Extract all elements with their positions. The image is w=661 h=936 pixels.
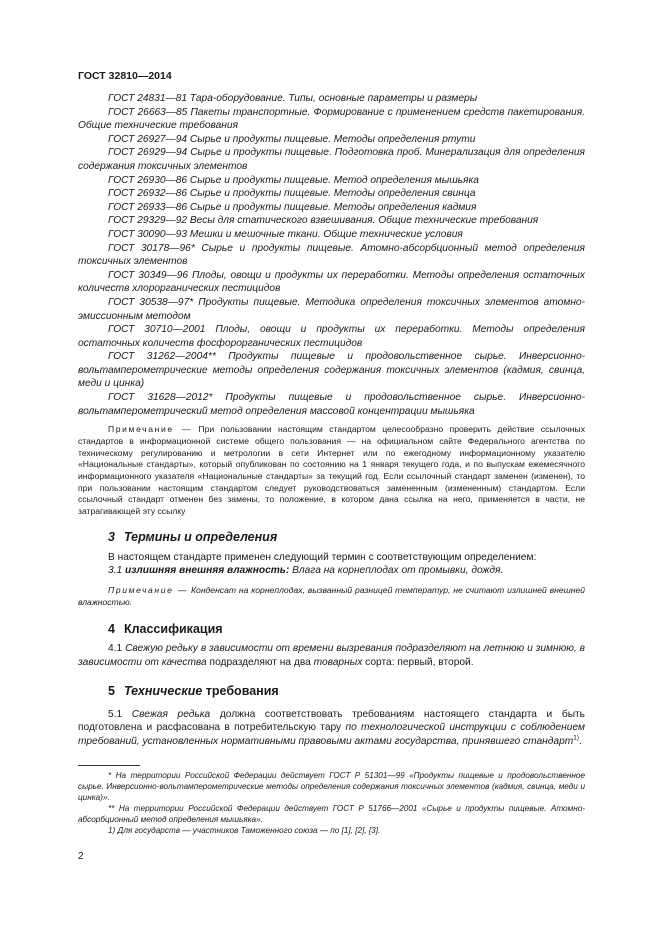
paragraph-number: 4.1 bbox=[108, 643, 123, 655]
reference-item: ГОСТ 26932—86 Сырье и продукты пищевые. Методы определения свинца bbox=[108, 188, 476, 200]
section-3-intro: В настоящем стандарте применен следующий термин с соответствующим определением: bbox=[108, 551, 537, 563]
paragraph-text-italic: товарных bbox=[313, 657, 363, 669]
section-number: 4 bbox=[108, 622, 115, 637]
footnote: ** На территории Российской Федерации действует ГОСТ Р 51766—2001 «Сырье и продукты пищевые. Атомно-абсорбционный метод определения мышьяка». bbox=[78, 804, 585, 824]
note-text: При пользовании настоящим стандартом целесообразно проверить действие ссылочных стандартов в информационной системе общего пользования — на официальном сайте Федерального агентства по техническому регулированию и метрологии в сети Интернет или по ежегодному информационному указателю «Национальные стандарты», который опубликован по состоянию на 1 января текущего года, и по выпускам ежемесячного информационного указателя «Национальные стандарты» за текущий год. Если ссылочный стандарт заменен (изменен), то при пользовании настоящим стандартом следует руководствоваться замененным (измененным) стандартом. Если ссылочный стандарт отменен без замены, то положение, в котором дана ссылка на него, применяется в части, не затрагивающей эту ссылку bbox=[78, 424, 585, 517]
main-content bbox=[78, 92, 585, 748]
page-number: 2 bbox=[78, 851, 84, 862]
reference-item: ГОСТ 30090—93 Мешки и мешочные ткани. Общие технические условия bbox=[108, 228, 463, 240]
section-number: 5 bbox=[108, 683, 115, 698]
reference-item: ГОСТ 30349—96 Плоды, овощи и продукты их переработки. Методы определения остаточных количеств хлорорганических пестицидов bbox=[78, 269, 585, 295]
footnote-divider bbox=[78, 765, 140, 766]
term: излишняя внешняя влажность: bbox=[125, 565, 290, 577]
paragraph-text-italic: по технологической инструкции с соблюдением требований, установленных нормативными правовыми актами государства, принявшего стандарт bbox=[78, 722, 585, 747]
section-title: требования bbox=[205, 683, 279, 698]
term-note bbox=[78, 585, 585, 608]
section-3-heading bbox=[78, 530, 585, 544]
note-label: Примечание — bbox=[108, 585, 189, 596]
reference-item: ГОСТ 26930—86 Сырье и продукты пищевые. Метод определения мышьяка bbox=[108, 174, 479, 186]
section-number: 3 bbox=[108, 529, 115, 544]
note-label: Примечание — bbox=[108, 424, 192, 435]
normative-references-list bbox=[78, 92, 585, 418]
paragraph-number: 5.1 bbox=[108, 708, 123, 720]
definition: Влага на корнеплодах от промывки, дождя. bbox=[292, 565, 504, 577]
paragraph-text: сорта: первый, второй. bbox=[365, 657, 474, 669]
footnote: * На территории Российской Федерации действует ГОСТ Р 51301—99 «Продукты пищевые и продовольственное сырье. Инверсионно-вольтамперометрические методы определения содержания токсичных элементов (кадмия, свинца, меди и цинка)». bbox=[78, 771, 585, 802]
section-title-italic: Технические bbox=[123, 683, 203, 698]
reference-item: ГОСТ 26933—86 Сырье и продукты пищевые. Методы определения кадмия bbox=[108, 201, 477, 213]
section-5-paragraph bbox=[78, 708, 585, 749]
reference-item: ГОСТ 31628—2012* Продукты пищевые и продовольственное сырье. Инверсионно-вольтамперометрический метод определения массовой концентрации мышьяка bbox=[78, 392, 585, 417]
term-number: 3.1 bbox=[108, 565, 123, 577]
section-4-paragraph bbox=[78, 642, 585, 669]
reference-item: ГОСТ 31262—2004** Продукты пищевые и продовольственное сырье. Инверсионно-вольтамперометрические методы определения содержания токсичных элементов (кадмия, свинца, меди и цинка) bbox=[78, 351, 585, 390]
reference-item: ГОСТ 30710—2001 Плоды, овощи и продукты их переработки. Методы определения остаточных количеств фосфорорганических пестицидов bbox=[78, 324, 585, 349]
section-4-heading bbox=[78, 622, 585, 636]
section-title: Классификация bbox=[123, 622, 223, 637]
reference-item: ГОСТ 26663—85 Пакеты транспортные. Формирование с применением средств пакетирования. Общие технические требования bbox=[78, 106, 585, 132]
reference-item: ГОСТ 26927—94 Сырье и продукты пищевые. Методы определения ртути bbox=[108, 133, 476, 145]
paragraph-end: . bbox=[579, 735, 582, 747]
footnotes bbox=[78, 770, 585, 836]
section-5-heading bbox=[78, 684, 585, 698]
footnote-marker: 1) bbox=[573, 734, 580, 742]
paragraph-text: подразделяют на два bbox=[209, 657, 311, 669]
note-text: Конденсат на корнеплодах, вызванный разницей температур, не считают излишней внешней влажностью. bbox=[78, 585, 586, 607]
footnote: 1) Для государств — участников Таможенного союза — по [1], [2], [3]. bbox=[108, 826, 381, 835]
section-title: Термины и определения bbox=[123, 529, 278, 544]
reference-item: ГОСТ 30538—97* Продукты пищевые. Методика определения токсичных элементов атомно-эмиссионным методом bbox=[78, 296, 585, 322]
page-header-doc-id: ГОСТ 32810—2014 bbox=[78, 70, 172, 82]
paragraph-text: должна соответствовать требованиям настоящего стандарта и быть подготовлена и расфасована в потребительскую тару bbox=[78, 708, 585, 734]
reference-item: ГОСТ 24831—81 Тара-оборудование. Типы, основные параметры и размеры bbox=[108, 93, 478, 104]
reference-item: ГОСТ 29329—92 Весы для статического взвешивания. Общие технические требования bbox=[108, 215, 539, 227]
reference-item: ГОСТ 26929—94 Сырье и продукты пищевые. Подготовка проб. Минерализация для определения содержания токсичных элементов bbox=[78, 147, 585, 172]
term-definition bbox=[78, 564, 585, 578]
reference-item: ГОСТ 30178—96* Сырье и продукты пищевые. Атомно-абсорбционный метод определения токсичных элементов bbox=[78, 242, 585, 268]
references-note bbox=[78, 424, 585, 518]
paragraph-text-italic: Свежую редьку в зависимости от времени вызревания подразделяют на летнюю и зимнюю, в зависимости от качества bbox=[78, 643, 585, 669]
paragraph-text-italic: Свежая редька bbox=[131, 708, 211, 720]
